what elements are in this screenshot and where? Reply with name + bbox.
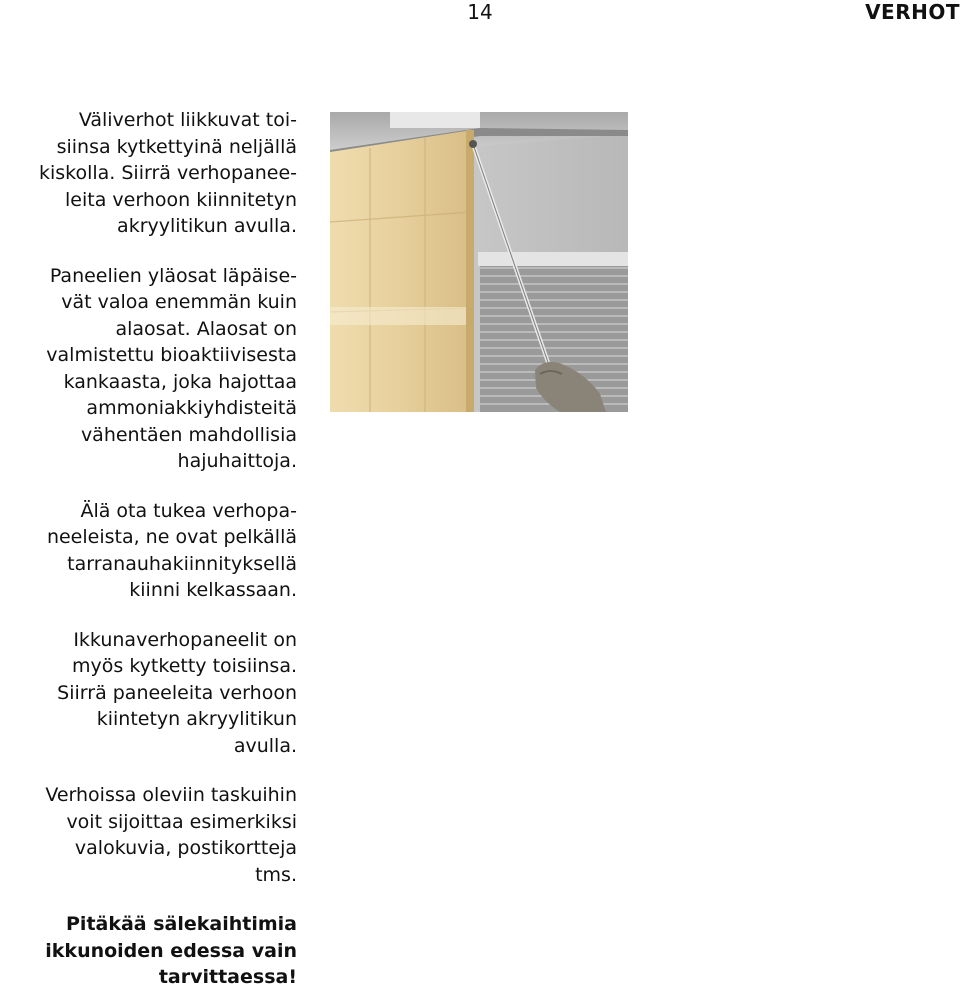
section-title: VERHOT xyxy=(865,0,960,24)
paragraph-window-panels: Ikkunaverhopaneelit on myös kytketty toisiinsa. Siirrä paneeleita verhoon kiintetyn akryylitikun avulla. xyxy=(57,628,297,757)
curtain-photo xyxy=(330,112,628,412)
paragraph-panel-movement: Väliverhot liikkuvat toi- siinsa kytkettyinä neljällä kiskolla. Siirrä verhopanee- leita verhoon kiinnitetyn akryylitikun avulla. xyxy=(38,109,297,237)
warning-blinds: Pitäkää sälekaihtimia ikkunoiden edessa vain tarvittaessa! xyxy=(45,913,297,988)
paragraph-pockets: Verhoissa oleviin taskuihin voit sijoittaa esimerkiksi valokuvia, postikortteja tms. xyxy=(45,784,297,886)
paragraph-no-support: Älä ota tukea verhopa- neeleista, ne ovat pelkällä tarranauhakiinnityksellä kiinni kelkassaan. xyxy=(46,499,297,601)
page-number: 14 xyxy=(467,0,493,24)
instruction-text-column xyxy=(0,107,297,991)
paragraph-panel-materials: Paneelien yläosat läpäise- vät valoa enemmän kuin alaosat. Alaosat on valmistettu bioaktiivisesta kankaasta, joka hajottaa ammoniakkiyhdisteitä vähentäen mahdollisia hajuhaittoja. xyxy=(46,264,297,472)
